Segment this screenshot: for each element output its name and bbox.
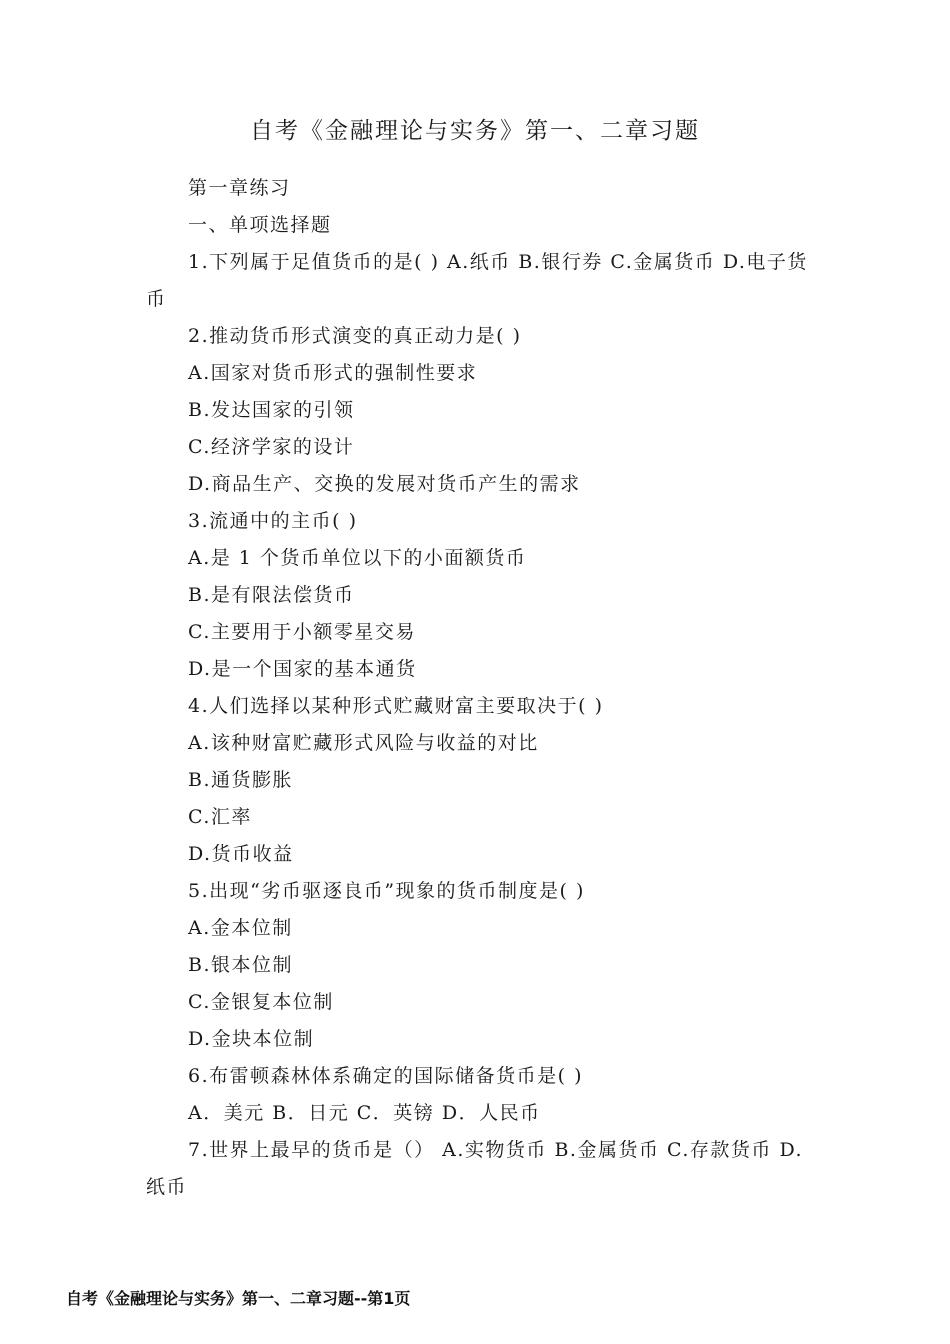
question-2-option-a: A.国家对货币形式的强制性要求 [188, 362, 478, 384]
question-3-option-c: C.主要用于小额零星交易 [188, 621, 416, 643]
question-2-option-d: D.商品生产、交换的发展对货币产生的需求 [188, 473, 581, 495]
question-2-option-c: C.经济学家的设计 [188, 436, 355, 458]
question-3-option-b: B.是有限法偿货币 [188, 584, 355, 606]
question-2: 2.推动货币形式演变的真正动力是( ) [188, 325, 522, 347]
question-4-option-d: D.货币收益 [188, 843, 294, 865]
document-title: 自考《金融理论与实务》第一、二章习题 [250, 118, 700, 144]
question-4: 4.人们选择以某种形式贮藏财富主要取决于( ) [188, 695, 604, 717]
question-5-option-d: D.金块本位制 [188, 1028, 315, 1050]
question-3-option-a: A.是 1 个货币单位以下的小面额货币 [188, 547, 527, 569]
question-3-option-d: D.是一个国家的基本通货 [188, 658, 417, 680]
question-7-continuation: 纸币 [146, 1176, 188, 1198]
question-1-continuation: 币 [146, 288, 167, 310]
question-6-options: A．美元 B．日元 C．英镑 D．人民币 [188, 1102, 541, 1124]
question-4-option-c: C.汇率 [188, 806, 252, 828]
question-3: 3.流通中的主币( ) [188, 510, 358, 532]
question-5-option-c: C.金银复本位制 [188, 991, 334, 1013]
subsection-heading: 一、单项选择题 [188, 214, 332, 236]
question-5-option-a: A.金本位制 [188, 917, 293, 939]
question-5-option-b: B.银本位制 [188, 954, 294, 976]
question-6: 6.布雷顿森林体系确定的国际储备货币是( ) [188, 1065, 583, 1087]
section-heading: 第一章练习 [188, 177, 291, 199]
question-2-option-b: B.发达国家的引领 [188, 399, 355, 421]
page-footer: 自考《金融理论与实务》第一、二章习题--第1页 [66, 1289, 411, 1308]
question-1: 1.下列属于足值货币的是( ) A.纸币 B.银行券 C.金属货币 D.电子货 [188, 251, 808, 273]
question-4-option-a: A.该种财富贮藏形式风险与收益的对比 [188, 732, 539, 754]
question-5: 5.出现“劣币驱逐良币”现象的货币制度是( ) [188, 880, 585, 902]
question-7: 7.世界上最早的货币是（） A.实物货币 B.金属货币 C.存款货币 D. [188, 1139, 804, 1161]
question-4-option-b: B.通货膨胀 [188, 769, 294, 791]
